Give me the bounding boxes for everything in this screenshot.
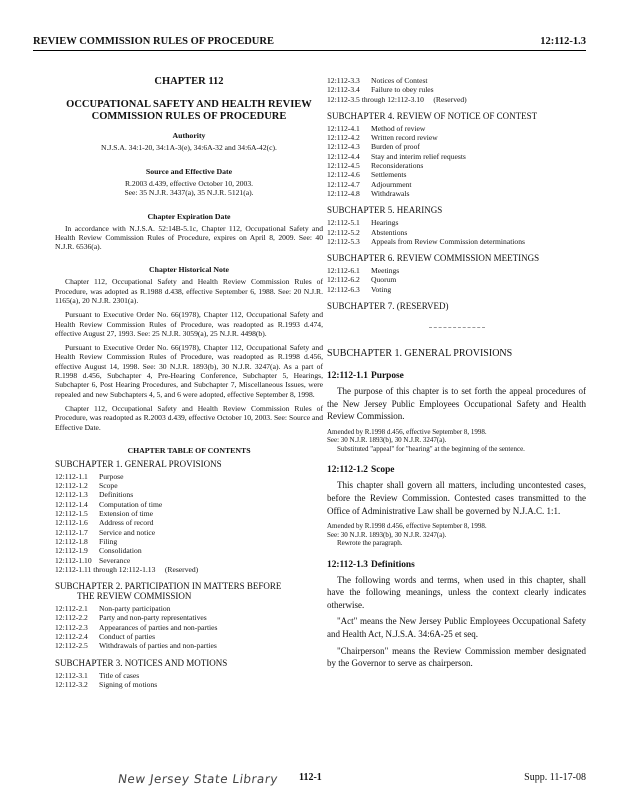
toc-row: 12:112-2.1 Non-party participation: [55, 604, 171, 614]
toc-row: 12:112-1.9 Consolidation: [55, 546, 142, 556]
toc-row: 12:112-4.3 Burden of proof: [327, 142, 420, 152]
toc-row: 12:112-3.1 Title of cases: [55, 670, 140, 680]
toc-list-2: [55, 604, 323, 650]
authority-heading: Authority: [172, 131, 206, 140]
section-1-2-history: Amended by R.1998 d.456, effective September 8, 1998. See: 30 N.J.R. 1893(b), 30 N.J.R. 3247(a). Rewrote the paragraph.: [327, 522, 487, 548]
left-column: [55, 66, 323, 689]
section-1-1-body: The purpose of this chapter is to set forth the appeal procedures of the New Jersey Public Employees Occupational Safety and Health Review Commission.: [327, 386, 586, 422]
toc-row: 12:112-6.1 Meetings: [327, 266, 400, 276]
toc-subchapter-2-cont: THE REVIEW COMMISSION: [77, 591, 192, 602]
toc-row: 12:112-3.4 Failure to obey rules: [327, 85, 434, 95]
toc-row: 12:112-4.2 Written record review: [327, 133, 438, 143]
toc-row: 12:112-2.5 Withdrawals of parties and non-parties: [55, 641, 217, 651]
toc-row: 12:112-4.5 Reconsiderations: [327, 161, 424, 171]
toc-row-reserved: 12:112-1.11 through 12:112-1.13 (Reserved): [55, 564, 199, 574]
toc-row: 12:112-3.3 Notices of Contest: [327, 76, 428, 85]
expiration-text: In accordance with N.J.S.A. 52:14B-5.1c, Chapter 112, Occupational Safety and Health Review Commission Rules of Procedure, expires on April 8, 2009. See: 40 N.J.R. 6536(a).: [55, 223, 323, 252]
toc-list-1: [55, 472, 323, 574]
running-header: [33, 36, 586, 51]
section-1-3-heading: 12:112-1.3 Definitions: [327, 559, 415, 570]
toc-subchapter-7: SUBCHAPTER 7. (RESERVED): [327, 301, 449, 312]
toc-list-5: [327, 218, 586, 246]
section-1-2-heading: 12:112-1.2 Scope: [327, 465, 395, 476]
toc-row: 12:112-4.8 Withdrawals: [327, 188, 410, 198]
toc-row: 12:112-6.2 Quorum: [327, 275, 397, 285]
section-1-2-body: This chapter shall govern all matters, including uncontested cases, before the Review Commission. Contested cases transmitted to the Office of Administrative Law shall be governed by N.J.A.C. 1:1.: [327, 480, 586, 516]
library-stamp: New Jersey State Library: [117, 772, 279, 786]
toc-row: 12:112-1.6 Address of record: [55, 518, 154, 528]
section-divider: [429, 327, 485, 328]
toc-row: 12:112-2.3 Appearances of parties and non-parties: [55, 622, 218, 632]
toc-row: 12:112-4.6 Settlements: [327, 170, 407, 180]
toc-list-6: [327, 266, 586, 294]
chapter-name: OCCUPATIONAL SAFETY AND HEALTH REVIEW COMMISSION RULES OF PROCEDURE: [66, 99, 312, 122]
section-1-3-body-3: "Chairperson" means the Review Commission member designated by the Governor to serve as chairperson.: [327, 645, 586, 669]
toc-row: 12:112-2.4 Conduct of parties: [55, 632, 156, 641]
toc-row: 12:112-4.7 Adjournment: [327, 179, 412, 189]
toc-subchapter-6: SUBCHAPTER 6. REVIEW COMMISSION MEETINGS: [327, 253, 540, 264]
toc-list-4: [327, 124, 586, 198]
toc-row: 12:112-5.3 Appeals from Review Commission determinations: [327, 236, 525, 246]
right-column: [327, 76, 586, 670]
toc-list-3-cont: [327, 76, 586, 104]
historical-note-2: Pursuant to Executive Order No. 66(1978), Chapter 112, Occupational Safety and Health Review Commission Rules of Procedure, was readopted as R.1993 d.474, effective August 27, 1993. See: 25 N.J.R. 3059(a), 25 N.J.R. 4498(b).: [55, 310, 323, 338]
source-heading: Source and Effective Date: [145, 166, 233, 176]
toc-row: 12:112-1.10 Severance: [55, 555, 131, 565]
toc-row: 12:112-6.3 Voting: [327, 284, 392, 294]
toc-list-3: [55, 671, 323, 690]
toc-row: 12:112-1.7 Service and notice: [55, 527, 156, 537]
toc-subchapter-4: SUBCHAPTER 4. REVIEW OF NOTICE OF CONTEST: [327, 110, 538, 121]
historical-note-3: Pursuant to Executive Order No. 66(1978), Chapter 112, Occupational Safety and Health Review Commission Rules of Procedure, was readopted as R.1998 d.456, effective August 14, 1998. See: 30 N.J.R. 1893(b), 30 N.J.R. 3247(a). As a part of R.1998 d.456, Subchapter 4, Pre-Hearing Conference, Subchapter 5, Hearings, Subchapter 6, Post Hearing Procedures, and Subchapter 7, Miscellaneous Issues, were repealed and new Subchapters 4, 5, and 6 were adopted, effective September 8, 1998.: [55, 343, 323, 399]
section-1-3-body-1: The following words and terms, when used in this chapter, shall have the following meanings, unless the context clearly indicates otherwise.: [327, 574, 586, 610]
section-1-1-history: Amended by R.1998 d.456, effective September 8, 1998. See: 30 N.J.R. 1893(b), 30 N.J.R. 3247(a). Substituted "appeal" for "hearing" at the beginning of the sentence.: [327, 427, 525, 453]
toc-row: 12:112-4.1 Method of review: [327, 123, 426, 133]
toc-row: 12:112-1.2 Scope: [55, 481, 118, 491]
toc-row: 12:112-1.5 Extension of time: [55, 509, 153, 519]
expiration-heading: Chapter Expiration Date: [147, 211, 231, 221]
section-1-1-heading: 12:112-1.1 Purpose: [327, 371, 404, 382]
toc-row: 12:112-5.1 Hearings: [327, 218, 399, 228]
source-line-2: See: 35 N.J.R. 3437(a), 35 N.J.R. 5121(a).: [124, 188, 254, 197]
toc-row: 12:112-5.2 Abstentions: [327, 227, 408, 237]
toc-row: 12:112-3.2 Signing of motions: [55, 679, 158, 689]
toc-heading: CHAPTER TABLE OF CONTENTS: [127, 445, 251, 455]
supplement-date: Supp. 11-17-08: [524, 772, 586, 783]
subchapter-1-title: SUBCHAPTER 1. GENERAL PROVISIONS: [327, 348, 513, 360]
historical-note-1: Chapter 112, Occupational Safety and Health Review Commission Rules of Procedure, was adopted as R.1988 d.438, effective September 6, 1988. See: 20 N.J.R. 1165(a), 20 N.J.R. 2301(a).: [55, 277, 323, 305]
toc-row: 12:112-1.1 Purpose: [55, 471, 124, 481]
toc-row: 12:112-4.4 Stay and interim relief requests: [327, 151, 466, 161]
toc-subchapter-1: SUBCHAPTER 1. GENERAL PROVISIONS: [55, 458, 222, 469]
toc-row: 12:112-1.4 Computation of time: [55, 499, 163, 509]
page-number: 112-1: [299, 772, 322, 783]
chapter-number: CHAPTER 112: [154, 76, 224, 87]
toc-row: 12:112-2.2 Party and non-party representatives: [55, 613, 207, 623]
toc-row: 12:112-1.3 Definitions: [55, 490, 134, 500]
toc-subchapter-3: SUBCHAPTER 3. NOTICES AND MOTIONS: [55, 657, 228, 668]
header-section: 12:112-1.3: [540, 36, 586, 47]
toc-subchapter-2: SUBCHAPTER 2. PARTICIPATION IN MATTERS BEFORE: [55, 581, 282, 592]
historical-note-heading: Chapter Historical Note: [149, 265, 229, 275]
toc-row: 12:112-1.8 Filing: [55, 536, 118, 546]
source-line-1: R.2003 d.439, effective October 10, 2003.: [124, 178, 254, 188]
section-1-3-body-2: "Act" means the New Jersey Public Employees Occupational Safety and Health Act, N.J.S.A. 34:6A-25 et seq.: [327, 616, 586, 639]
header-title: REVIEW COMMISSION RULES OF PROCEDURE: [33, 36, 274, 47]
toc-row-reserved: 12:112-3.5 through 12:112-3.10 (Reserved): [327, 94, 467, 104]
toc-subchapter-5: SUBCHAPTER 5. HEARINGS: [327, 205, 443, 216]
historical-note-4: Chapter 112, Occupational Safety and Health Review Commission Rules of Procedure, was readopted as R.2003 d.439, effective October 10, 2003. See: Source and Effective Date.: [55, 403, 323, 432]
authority-text: N.J.S.A. 34:1-20, 34:1A-3(e), 34:6A-32 and 34:6A-42(c).: [101, 143, 277, 152]
